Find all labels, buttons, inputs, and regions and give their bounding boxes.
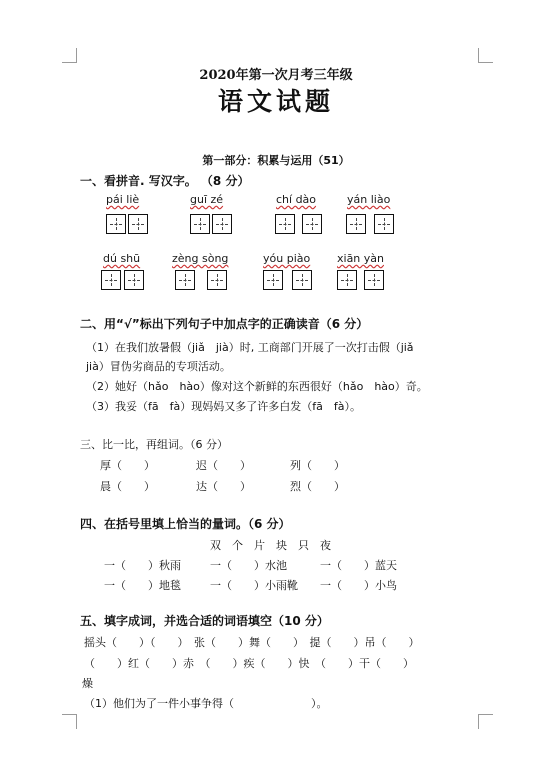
q2-line-4: （3）我妥（fā fà）现妈妈又多了许多白发（fā fà）。 bbox=[86, 400, 361, 413]
q4-item: 一（ ）小雨靴 bbox=[210, 579, 298, 592]
writing-box[interactable] bbox=[207, 270, 227, 290]
q2-line-1: （1）在我们放暑假（jiǎ jià）时, 工商部门开展了一次打击假（jiǎ bbox=[86, 341, 414, 354]
q5-line-1: 摇头（ ）（ ） 张（ ）舞（ ） 提（ ）吊（ ） bbox=[84, 636, 420, 649]
writing-box[interactable] bbox=[212, 214, 232, 234]
exam-title: 语文试题 bbox=[217, 87, 334, 116]
pinyin-row-1 bbox=[0, 193, 552, 243]
q5-title: 五、填字成词，并选合适的词语填空（10 分） bbox=[80, 614, 329, 628]
crop-mark-top-right bbox=[478, 48, 493, 63]
pinyin-row-2 bbox=[0, 252, 552, 302]
q4-item: 一（ ）小鸟 bbox=[320, 579, 397, 592]
q4-title: 四、在括号里填上恰当的量词。（6 分） bbox=[80, 517, 291, 531]
q3-item: 列（ ） bbox=[290, 459, 345, 472]
crop-mark-bottom-left bbox=[62, 714, 77, 729]
q5-line-3: 燥 bbox=[82, 677, 93, 690]
pinyin-label: pái liè bbox=[106, 193, 140, 206]
q3-item: 迟（ ） bbox=[196, 459, 251, 472]
writing-box[interactable] bbox=[292, 270, 312, 290]
part1-title: 第一部分：积累与运用（51） bbox=[202, 154, 350, 167]
q3-item: 晨（ ） bbox=[100, 480, 155, 493]
q3-item: 厚（ ） bbox=[100, 459, 155, 472]
pinyin-label: yán liào bbox=[347, 193, 391, 206]
q4-item: 一（ ）地毯 bbox=[104, 579, 181, 592]
pinyin-label: chí dào bbox=[276, 193, 317, 206]
writing-box[interactable] bbox=[124, 270, 144, 290]
writing-box[interactable] bbox=[101, 270, 121, 290]
q3-item: 达（ ） bbox=[196, 480, 251, 493]
q5-line-2: （ ）红（ ）赤 （ ）疾（ ）快 （ ）干（ ） bbox=[84, 657, 414, 670]
writing-box[interactable] bbox=[302, 214, 322, 234]
writing-box[interactable] bbox=[364, 270, 384, 290]
writing-box[interactable] bbox=[374, 214, 394, 234]
q2-line-2: jià）冒伪劣商品的专项活动。 bbox=[86, 360, 231, 373]
q5-line-4: （1）他们为了一件小事争得（ ）。 bbox=[84, 697, 328, 710]
writing-box[interactable] bbox=[190, 214, 210, 234]
q2-line-3: （2）她好（hǎo hào）像对这个新鲜的东西很好（hǎo hào）奇。 bbox=[86, 380, 428, 393]
q4-item: 一（ ）水池 bbox=[210, 559, 287, 572]
q3-item: 烈（ ） bbox=[290, 480, 345, 493]
writing-box[interactable] bbox=[337, 270, 357, 290]
writing-box[interactable] bbox=[275, 214, 295, 234]
q1-title: 一、看拼音. 写汉字。 （8 分） bbox=[80, 174, 250, 188]
exam-subtitle: 2020年第一次月考三年级 bbox=[199, 68, 353, 83]
q3-title: 三、比一比，再组词。（6 分） bbox=[80, 438, 228, 451]
q2-title: 二、用“√”标出下列句子中加点字的正确读音（6 分） bbox=[80, 317, 369, 331]
pinyin-label: guī zé bbox=[190, 193, 224, 206]
writing-box[interactable] bbox=[263, 270, 283, 290]
pinyin-label: dú shū bbox=[103, 252, 141, 265]
pinyin-label: zèng sòng bbox=[172, 252, 229, 265]
q4-item: 一（ ）秋雨 bbox=[104, 559, 181, 572]
pinyin-label: xiān yàn bbox=[337, 252, 384, 265]
writing-box[interactable] bbox=[128, 214, 148, 234]
crop-mark-bottom-right bbox=[478, 714, 493, 729]
crop-mark-top-left bbox=[62, 48, 77, 63]
writing-box[interactable] bbox=[175, 270, 195, 290]
writing-box[interactable] bbox=[346, 214, 366, 234]
q4-word-bank: 双 个 片 块 只 夜 bbox=[210, 539, 331, 552]
writing-box[interactable] bbox=[106, 214, 126, 234]
pinyin-label: yóu piào bbox=[263, 252, 311, 265]
q4-item: 一（ ）蓝天 bbox=[320, 559, 397, 572]
